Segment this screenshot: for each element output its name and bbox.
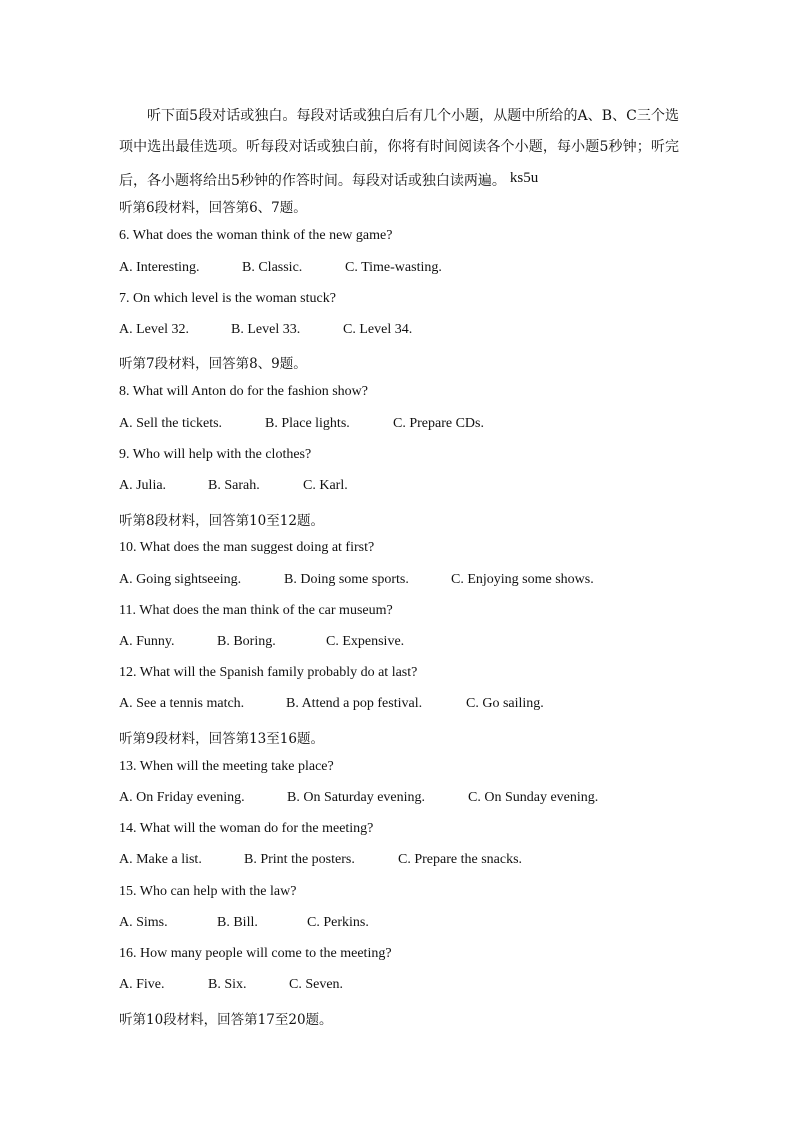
question-6: 6. What does the woman think of the new game? (119, 228, 393, 243)
option-6a: A. Interesting. (119, 260, 200, 275)
question-10: 10. What does the man suggest doing at first? (119, 540, 375, 555)
option-7b: B. Level 33. (231, 322, 301, 337)
options-15 (119, 915, 369, 931)
options-9 (119, 478, 348, 494)
options-11 (119, 634, 404, 650)
option-10a: A. Going sightseeing. (119, 572, 242, 587)
section-heading-7: 听第7段材料，回答第8、9题。 (119, 356, 307, 372)
question-13: 13. When will the meeting take place? (119, 759, 334, 774)
option-11b: B. Boring. (217, 634, 276, 649)
question-15: 15. Who can help with the law? (119, 884, 297, 899)
option-8c: C. Prepare CDs. (393, 416, 484, 431)
question-12: 12. What will the Spanish family probably do at last? (119, 665, 418, 680)
option-13a: A. On Friday evening. (119, 790, 245, 805)
option-11c: C. Expensive. (326, 634, 405, 649)
option-8b: B. Place lights. (265, 416, 350, 431)
option-11a: A. Funny. (119, 634, 175, 649)
section-heading-8: 听第8段材料，回答第10至12题。 (119, 513, 324, 529)
option-13b: B. On Saturday evening. (287, 790, 426, 805)
option-7c: C. Level 34. (343, 322, 413, 337)
option-14b: B. Print the posters. (244, 852, 355, 867)
question-7: 7. On which level is the woman stuck? (119, 291, 336, 306)
option-13c: C. On Sunday evening. (468, 790, 599, 805)
options-13 (119, 790, 598, 806)
question-9: 9. Who will help with the clothes? (119, 447, 312, 462)
question-8: 8. What will Anton do for the fashion show? (119, 384, 368, 399)
question-14: 14. What will the woman do for the meeting? (119, 821, 374, 836)
option-14c: C. Prepare the snacks. (398, 852, 523, 867)
option-10b: B. Doing some sports. (284, 572, 409, 587)
question-16: 16. How many people will come to the meeting? (119, 946, 392, 961)
option-9b: B. Sarah. (208, 478, 260, 493)
option-15a: A. Sims. (119, 915, 168, 930)
options-10 (119, 572, 594, 588)
section-heading-9: 听第9段材料，回答第13至16题。 (119, 731, 324, 747)
watermark-text: ks5u (509, 170, 539, 186)
option-12b: B. Attend a pop festival. (286, 696, 423, 711)
instructions-text: 听下面5段对话或独白。每段对话或独白后有几个小题，从题中所给的A、B、C三个选项中选出最佳选项。听每段对话或独白前，你将有时间阅读各个小题，每小题5秒钟；听完后，各小题将给出5秒钟的作答时间。每段对话或独白读两遍。 (119, 108, 679, 189)
options-8 (119, 416, 484, 432)
option-12a: A. See a tennis match. (119, 696, 245, 711)
options-14 (119, 852, 522, 868)
options-16 (119, 977, 343, 993)
options-7 (119, 322, 412, 338)
option-6b: B. Classic. (242, 260, 303, 275)
option-16b: B. Six. (208, 977, 247, 992)
option-9a: A. Julia. (119, 478, 167, 493)
section-heading-6: 听第6段材料，回答第6、7题。 (119, 200, 307, 216)
option-7a: A. Level 32. (119, 322, 189, 337)
option-9c: C. Karl. (303, 478, 348, 493)
question-11: 11. What does the man think of the car museum? (119, 603, 393, 618)
options-12 (119, 696, 544, 712)
options-6 (119, 260, 442, 276)
option-15c: C. Perkins. (307, 915, 369, 930)
section-heading-10: 听第10段材料，回答第17至20题。 (119, 1012, 333, 1028)
option-6c: C. Time-wasting. (345, 260, 442, 275)
option-8a: A. Sell the tickets. (119, 416, 223, 431)
option-16a: A. Five. (119, 977, 165, 992)
option-15b: B. Bill. (217, 915, 258, 930)
option-14a: A. Make a list. (119, 852, 202, 867)
option-10c: C. Enjoying some shows. (451, 572, 594, 587)
listening-instructions (119, 101, 679, 197)
option-16c: C. Seven. (289, 977, 344, 992)
option-12c: C. Go sailing. (466, 696, 544, 711)
